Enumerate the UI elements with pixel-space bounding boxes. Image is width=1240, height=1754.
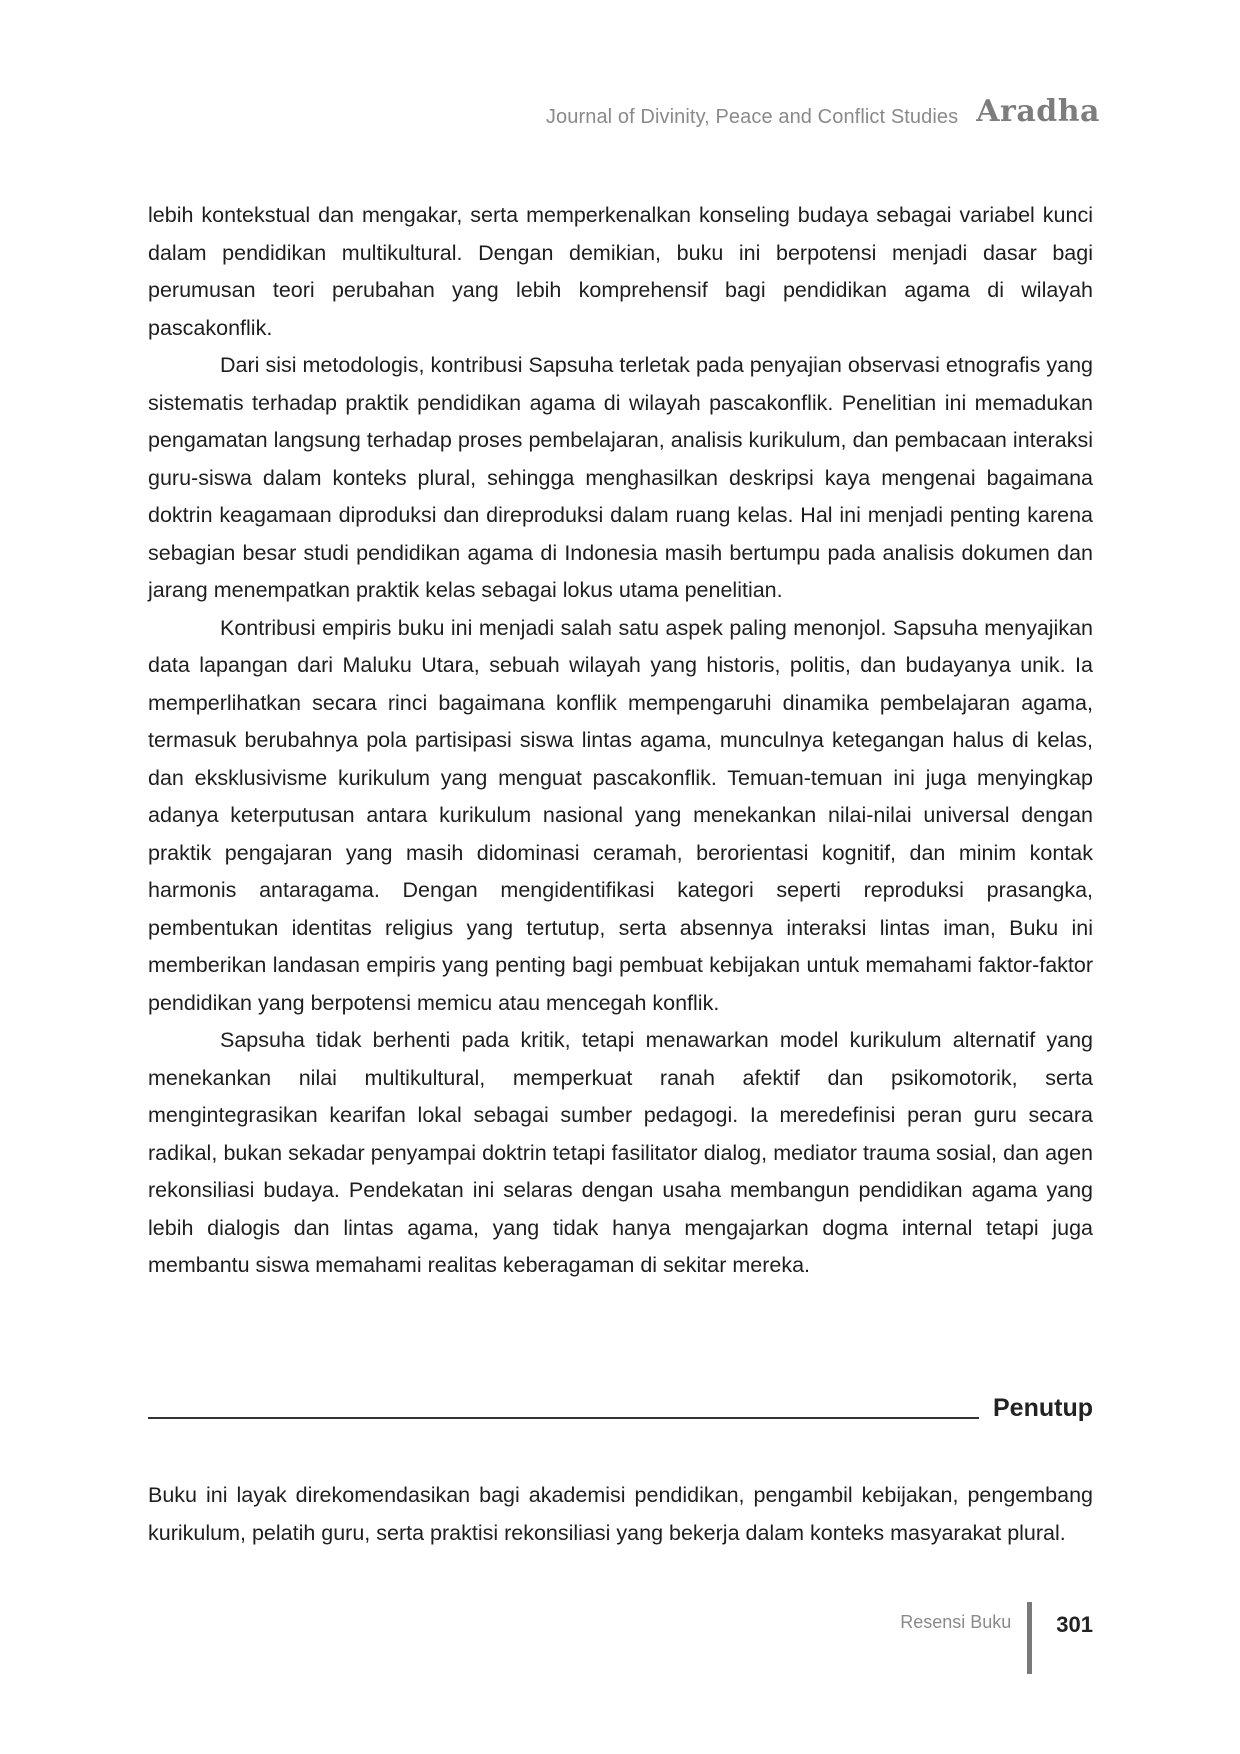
section-title: Penutup (993, 1394, 1093, 1422)
page-number: 301 (1056, 1612, 1093, 1637)
footer-divider (1027, 1602, 1032, 1674)
paragraph-2: Dari sisi metodologis, kontribusi Sapsuha terletak pada penyajian observasi etnografis yang sistematis terhadap praktik pendidikan agama di wilayah pascakonflik. Penelitian ini memadukan pengamatan langsung terhadap proses pembelajaran, analisis kurikulum, dan pembacaan interaksi guru-siswa dalam konteks plural, sehingga menghasilkan deskripsi kaya mengenai bagaimana doktrin keagamaan diproduksi dan direproduksi dalam ruang kelas. Hal ini menjadi penting karena sebagian besar studi pendidikan agama di Indonesia masih bertumpu pada analisis dokumen dan jarang menempatkan praktik kelas sebagai lokus utama penelitian. (148, 353, 1093, 602)
journal-name: Journal of Divinity, Peace and Conflict Studies (545, 106, 959, 128)
running-header (545, 94, 1100, 135)
paragraph-1: lebih kontekstual dan mengakar, serta memperkenalkan konseling budaya sebagai variabel kunci dalam pendidikan multikultural. Dengan demikian, buku ini berpotensi menjadi dasar bagi perumusan teori perubahan yang lebih komprehensif bagi pendidikan agama di wilayah pascakonflik. (148, 203, 1093, 340)
closing-paragraph: Buku ini layak direkomendasikan bagi akademisi pendidikan, pengambil kebijakan, pengembang kurikulum, pelatih guru, serta praktisi rekonsiliasi yang bekerja dalam konteks masyarakat plural. (148, 1483, 1093, 1545)
journal-logo: Aradha (976, 94, 1100, 129)
section-heading (148, 1394, 1093, 1423)
paragraph-4: Sapsuha tidak berhenti pada kritik, tetapi menawarkan model kurikulum alternatif yang menekankan nilai multikultural, memperkuat ranah afektif dan psikomotorik, serta mengintegrasikan kearifan lokal sebagai sumber pedagogi. Ia meredefinisi peran guru secara radikal, bukan sekadar penyampai doktrin tetapi fasilitator dialog, mediator trauma sosial, dan agen rekonsiliasi budaya. Pendekatan ini selaras dengan usaha membangun pendidikan agama yang lebih dialogis dan lintas agama, yang tidak hanya mengajarkan dogma internal tetapi juga membantu siswa memahami realitas keberagaman di sekitar mereka. (148, 1028, 1093, 1277)
section-rule (148, 1417, 979, 1419)
footer-section-label: Resensi Buku (900, 1612, 1012, 1632)
page-footer (900, 1602, 1093, 1674)
body-text (148, 197, 1093, 1285)
paragraph-3: Kontribusi empiris buku ini menjadi salah satu aspek paling menonjol. Sapsuha menyajikan data lapangan dari Maluku Utara, sebuah wilayah yang historis, politis, dan budayanya unik. Ia memperlihatkan secara rinci bagaimana konflik mempengaruhi dinamika pembelajaran agama, termasuk berubahnya pola partisipasi siswa lintas agama, munculnya ketegangan halus di kelas, dan eksklusivisme kurikulum yang menguat pascakonflik. Temuan-temuan ini juga menyingkap adanya keterputusan antara kurikulum nasional yang menekankan nilai-nilai universal dengan praktik pengajaran yang masih didominasi ceramah, berorientasi kognitif, dan minim kontak harmonis antaragama. Dengan mengidentifikasi kategori seperti reproduksi prasangka, pembentukan identitas religius yang tertutup, serta absennya interaksi lintas iman, Buku ini memberikan landasan empiris yang penting bagi pembuat kebijakan untuk memahami faktor-faktor pendidikan yang berpotensi memicu atau mencegah konflik. (148, 615, 1093, 1015)
closing-section (148, 1477, 1093, 1552)
